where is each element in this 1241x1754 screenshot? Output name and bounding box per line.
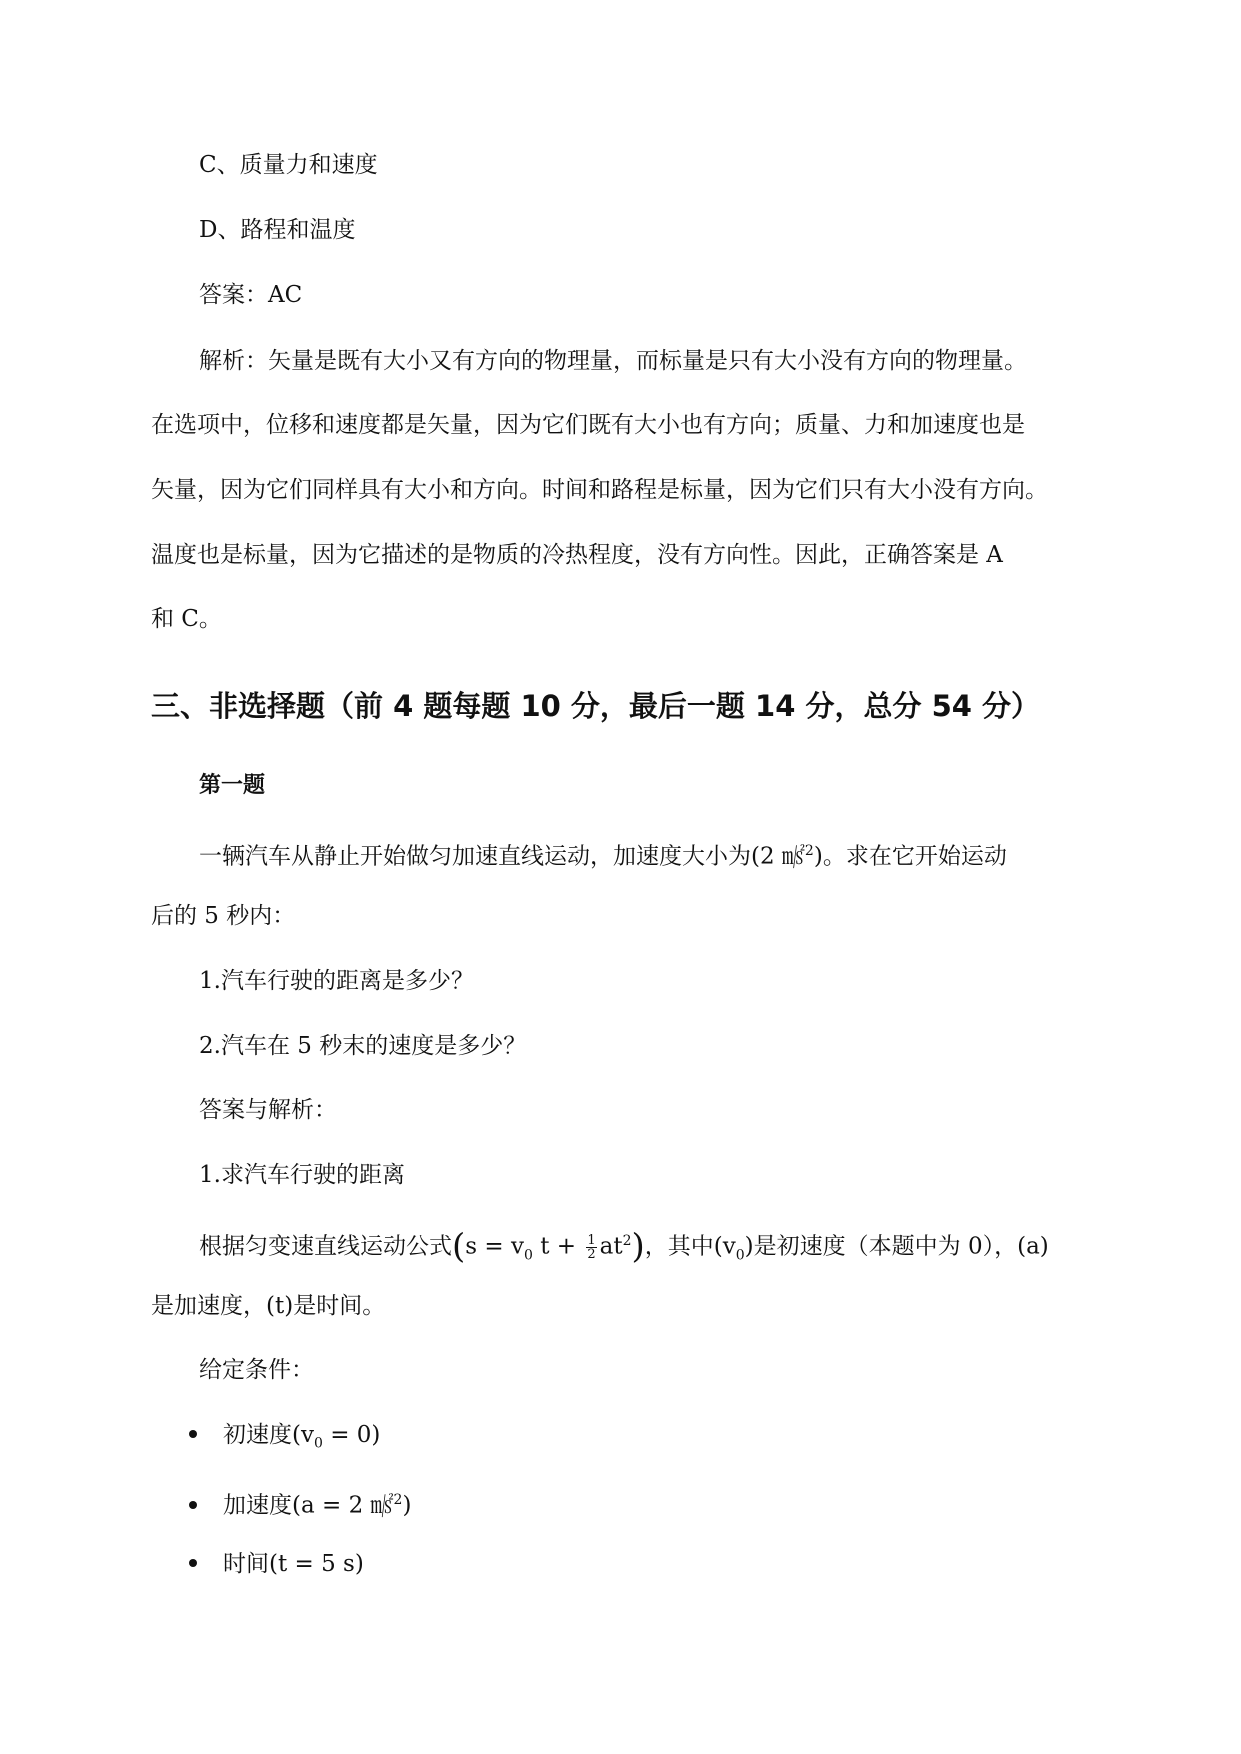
formula-line — [199, 1226, 1049, 1270]
stem-text-a: 一辆汽车从静止开始做匀加速直线运动，加速度大小为(2 ㎨ — [199, 843, 805, 870]
formula-intro: 根据匀变速直线运动公式 — [199, 1233, 452, 1260]
given-item-initial-velocity — [189, 1420, 380, 1459]
question-stem-line-1 — [199, 836, 1007, 872]
given-2-exponent: 2 — [393, 1492, 403, 1508]
fraction-numerator: 1 — [587, 1233, 596, 1249]
section-heading: 三、非选择题（前 4 题每题 10 分，最后一题 14 分，总分 54 分） — [151, 689, 1041, 723]
question-stem-line-2: 后的 5 秒内： — [151, 903, 296, 929]
option-c: C、质量力和速度 — [199, 152, 378, 178]
formula-after-subscript: 0 — [735, 1247, 745, 1264]
left-paren: ( — [452, 1226, 466, 1267]
given-1-text-b: = 0) — [322, 1422, 381, 1448]
bullet-icon — [189, 1501, 197, 1509]
given-1-subscript: 0 — [313, 1435, 323, 1452]
analysis-line-3: 矢量，因为它们同样具有大小和方向。时间和路程是标量，因为它们只有大小没有方向。 — [151, 477, 1048, 503]
formula-t: t + — [540, 1233, 577, 1260]
given-heading: 给定条件： — [199, 1357, 314, 1383]
sub-question-1: 1.汽车行驶的距离是多少？ — [199, 968, 474, 994]
given-2-text-a: 加速度(a = 2 ㎨ — [223, 1492, 394, 1519]
fraction-half — [586, 1234, 596, 1261]
given-item-acceleration — [189, 1485, 411, 1521]
formula-subscript: 0 — [523, 1247, 533, 1264]
given-1-text-a: 初速度(v — [223, 1422, 314, 1448]
formula-after-1: ，其中(v — [644, 1233, 736, 1260]
stem-text-b: )。求在它开始运动 — [813, 843, 1007, 870]
right-paren: ) — [631, 1226, 645, 1267]
formula-after-2: )是初速度（本题中为 0），(a) — [744, 1233, 1049, 1260]
bullet-icon — [189, 1559, 197, 1567]
analysis-line-2: 在选项中，位移和速度都是矢量，因为它们既有大小也有方向；质量、力和加速度也是 — [151, 412, 1025, 438]
bullet-icon — [189, 1430, 197, 1438]
given-2-text-b: ) — [402, 1492, 412, 1519]
answer-heading: 答案与解析： — [199, 1097, 337, 1123]
given-3-text: 时间(t = 5 s) — [223, 1551, 364, 1577]
analysis-line-1: 解析：矢量是既有大小又有方向的物理量，而标量是只有大小没有方向的物理量。 — [199, 348, 1027, 374]
formula-at: at — [599, 1233, 623, 1260]
formula-s: s = v — [465, 1233, 524, 1260]
stem-exponent: 2 — [804, 843, 814, 859]
sub-question-2: 2.汽车在 5 秒末的速度是多少？ — [199, 1033, 527, 1059]
given-item-time — [189, 1549, 364, 1579]
step-1-title: 1.求汽车行驶的距离 — [199, 1162, 405, 1188]
analysis-line-4: 温度也是标量，因为它描述的是物质的冷热程度，没有方向性。因此，正确答案是 A — [151, 542, 1003, 568]
formula-exponent: 2 — [622, 1233, 632, 1249]
formula-line-2: 是加速度，(t)是时间。 — [151, 1293, 386, 1319]
option-d: D、路程和温度 — [199, 217, 356, 243]
question-title: 第一题 — [199, 773, 266, 798]
fraction-denominator: 2 — [587, 1247, 596, 1263]
analysis-line-5: 和 C。 — [151, 606, 222, 632]
answer-line: 答案：AC — [199, 282, 303, 308]
